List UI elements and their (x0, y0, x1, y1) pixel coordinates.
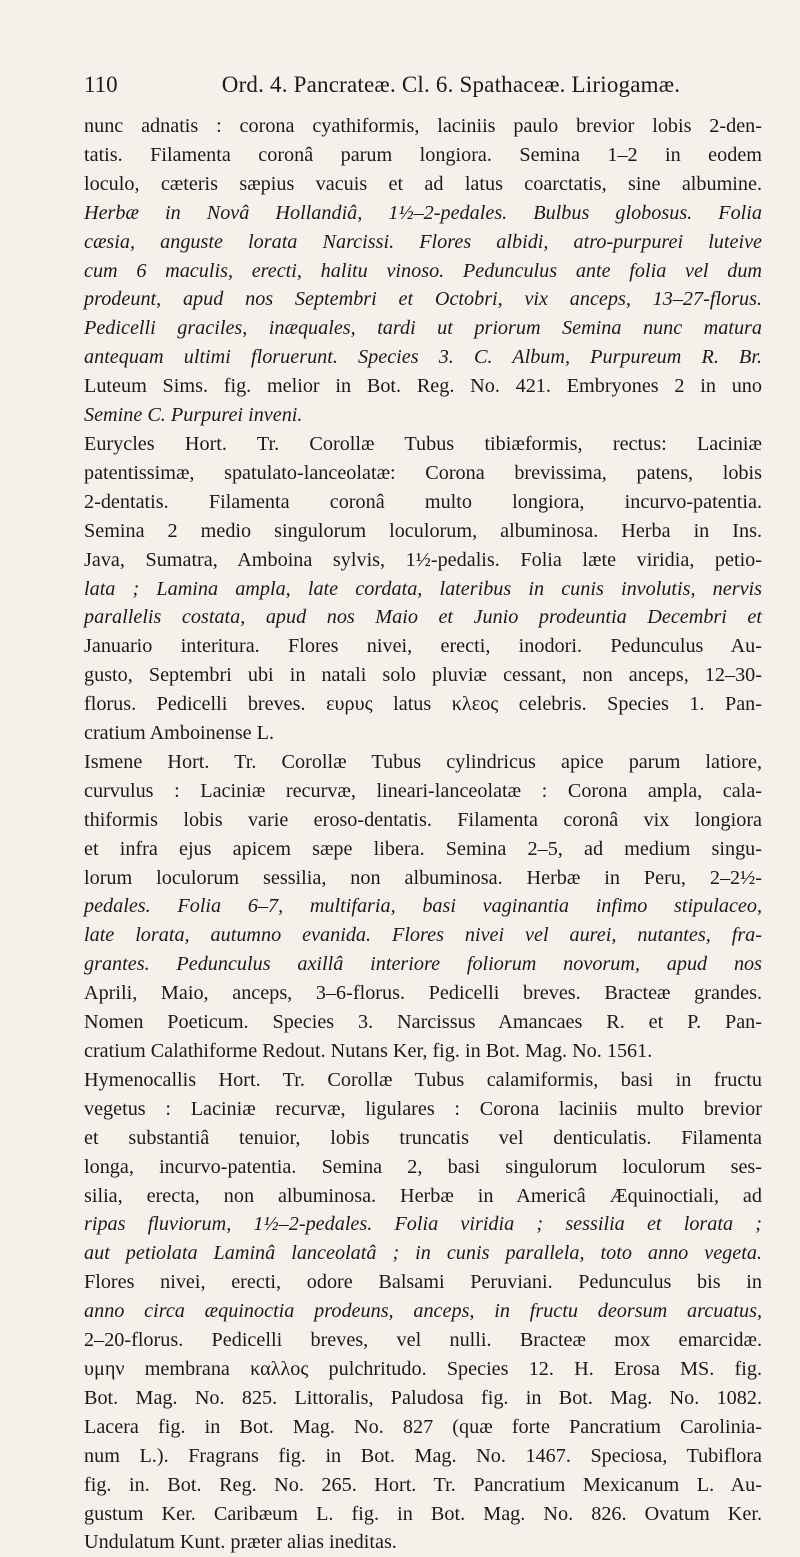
text-line: longa, incurvo-patentia. Semina 2, basi singulorum loculorum ses- (84, 1155, 762, 1178)
text-line: gusto, Septembri ubi in natali solo pluviæ cessant, non anceps, 12–30- (84, 664, 762, 687)
running-header (84, 72, 762, 98)
text-line: Lacera fig. in Bot. Mag. No. 827 (quæ forte Pancratium Carolinia- (84, 1415, 762, 1438)
text-line: thiformis lobis varie eroso-dentatis. Filamenta coronâ vix longiora (84, 808, 762, 831)
body-text (84, 112, 762, 1557)
text-line: 2-dentatis. Filamenta coronâ multo longiora, incurvo-patentia. (84, 490, 762, 513)
text-line: lorum loculorum sessilia, non albuminosa. Herbæ in Peru, 2–2½- (84, 866, 762, 889)
text-line: Eurycles Hort. Tr. Corollæ Tubus tibiæformis, rectus: Laciniæ (84, 432, 762, 455)
text-line: late lorata, autumno evanida. Flores nivei vel aurei, nutantes, fra- (84, 924, 762, 947)
text-line: patentissimæ, spatulato-lanceolatæ: Corona brevissima, patens, lobis (84, 461, 762, 484)
paragraph-hymenocallis (84, 1066, 762, 1557)
text-line: loculo, cæteris sæpius vacuis et ad latus coarctatis, sine albumine. (84, 172, 762, 195)
text-line: aut petiolata Laminâ lanceolatâ ; in cunis parallela, toto anno vegeta. (84, 1242, 762, 1265)
text-line: Januario interitura. Flores nivei, erecti, inodori. Pedunculus Au- (84, 635, 762, 658)
text-line: Semine C. Purpurei inveni. (84, 404, 303, 427)
text-line: ripas fluviorum, 1½–2-pedales. Folia viridia ; sessilia et lorata ; (84, 1213, 762, 1236)
text-line: lata ; Lamina ampla, late cordata, lateribus in cunis involutis, nervis (84, 577, 762, 600)
text-line: et infra ejus apicem sæpe libera. Semina 2–5, ad medium singu- (84, 837, 762, 860)
text-line: pedales. Folia 6–7, multifaria, basi vaginantia infimo stipulaceo, (84, 895, 762, 918)
text-line: Pedicelli graciles, inæquales, tardi ut priorum Semina nunc matura (84, 317, 762, 340)
running-head: Ord. 4. Pancrateæ. Cl. 6. Spathaceæ. Liriogamæ. (221, 72, 681, 97)
text-line: num L.). Fragrans fig. in Bot. Mag. No. 1467. Speciosa, Tubiflora (84, 1444, 762, 1467)
text-line: prodeunt, apud nos Septembri et Octobri, vix anceps, 13–27-florus. (84, 288, 762, 311)
text-line: gustum Ker. Caribæum L. fig. in Bot. Mag. No. 826. Ovatum Ker. (84, 1502, 762, 1525)
text-line: Herbæ in Novâ Hollandiâ, 1½–2-pedales. Bulbus globosus. Folia (84, 201, 762, 224)
text-line: Bot. Mag. No. 825. Littoralis, Paludosa fig. in Bot. Mag. No. 1082. (84, 1386, 762, 1409)
page-number: 110 (84, 72, 118, 97)
text-line: Nomen Poeticum. Species 3. Narcissus Amancaes R. et P. Pan- (84, 1011, 762, 1034)
text-line: cum 6 maculis, erecti, halitu vinoso. Pedunculus ante folia vel dum (84, 259, 762, 282)
paragraph-ismene (84, 748, 762, 1066)
text-line: parallelis costata, apud nos Maio et Junio prodeuntia Decembri et (84, 606, 762, 629)
text-line: tatis. Filamenta coronâ parum longiora. Semina 1–2 in eodem (84, 143, 762, 166)
text-line: Aprili, Maio, anceps, 3–6-florus. Pedicelli breves. Bracteæ grandes. (84, 982, 762, 1005)
text-line: Undulatum Kunt. præter alias ineditas. (84, 1531, 397, 1554)
paragraph-eurycles (84, 430, 762, 748)
text-line: Java, Sumatra, Amboina sylvis, 1½-pedalis. Folia læte viridia, petio- (84, 548, 762, 571)
text-line: Flores nivei, erecti, odore Balsami Peruviani. Pedunculus bis in (84, 1271, 762, 1294)
paragraph-continuation (84, 112, 762, 430)
text-line: curvulus : Laciniæ recurvæ, lineari-lanceolatæ : Corona ampla, cala- (84, 779, 762, 802)
text-line: nunc adnatis : corona cyathiformis, laciniis paulo brevior lobis 2-den- (84, 115, 762, 137)
text-line: anno circa æquinoctia prodeuns, anceps, in fructu deorsum arcuatus, (84, 1300, 762, 1323)
text-line: Hymenocallis Hort. Tr. Corollæ Tubus calamiformis, basi in fructu (84, 1068, 762, 1091)
text-line: Luteum Sims. fig. melior in Bot. Reg. No. 421. Embryones 2 in uno (84, 375, 762, 398)
text-line: Semina 2 medio singulorum loculorum, albuminosa. Herba in Ins. (84, 519, 762, 542)
text-line: grantes. Pedunculus axillâ interiore foliorum novorum, apud nos (84, 953, 762, 976)
text-line: Ismene Hort. Tr. Corollæ Tubus cylindricus apice parum latiore, (84, 750, 762, 773)
text-line: cratium Calathiforme Redout. Nutans Ker, fig. in Bot. Mag. No. 1561. (84, 1040, 653, 1062)
text-line: 2–20-florus. Pedicelli breves, vel nulli. Bracteæ mox emarcidæ. (84, 1329, 762, 1352)
text-line: antequam ultimi floruerunt. Species 3. C. Album, Purpureum R. Br. (84, 346, 762, 369)
text-line: et substantiâ tenuior, lobis truncatis vel denticulatis. Filamenta (84, 1126, 762, 1149)
text-line: silia, erecta, non albuminosa. Herbæ in Americâ Æquinoctiali, ad (84, 1184, 762, 1207)
text-line: υμην membrana καλλος pulchritudo. Species 12. H. Erosa MS. fig. (84, 1357, 762, 1380)
text-line: cratium Amboinense L. (84, 722, 275, 745)
text-line: cæsia, anguste lorata Narcissi. Flores albidi, atro-purpurei luteive (84, 230, 762, 253)
text-line: fig. in. Bot. Reg. No. 265. Hort. Tr. Pancratium Mexicanum L. Au- (84, 1473, 762, 1496)
text-line: vegetus : Laciniæ recurvæ, ligulares : Corona laciniis multo brevior (84, 1097, 762, 1120)
text-line: florus. Pedicelli breves. ευρυς latus κλεος celebris. Species 1. Pan- (84, 693, 762, 716)
